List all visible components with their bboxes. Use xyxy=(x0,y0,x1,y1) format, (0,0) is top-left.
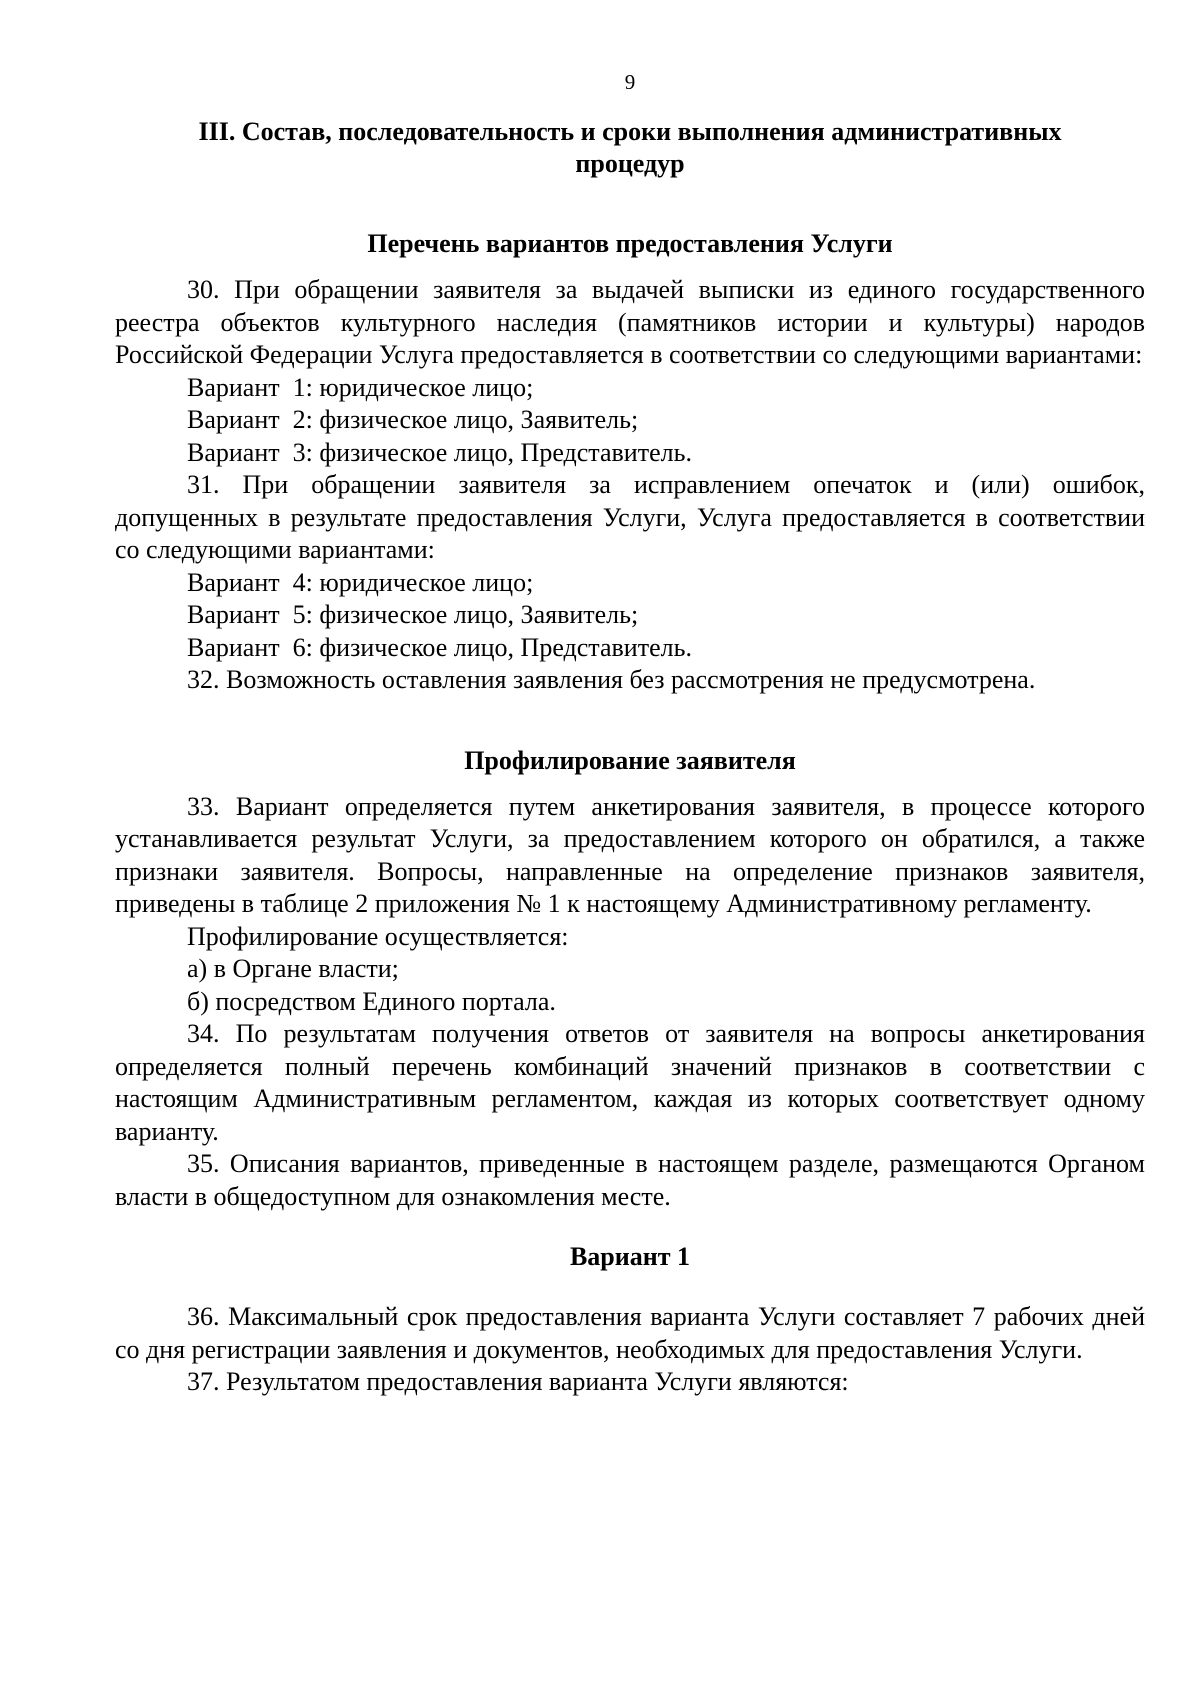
page-number: 9 xyxy=(624,70,636,94)
list-item: Вариант 2: физическое лицо, Заявитель; xyxy=(187,405,639,434)
document-page xyxy=(115,70,1145,1399)
list-item: Вариант 6: физическое лицо, Представитель. xyxy=(187,632,692,662)
list-item: Вариант 5: физическое лицо, Заявитель; xyxy=(187,600,639,629)
profiling-intro: Профилирование осуществляется: xyxy=(187,921,569,951)
section-title: III. Состав, последовательность и сроки выполнения административных процедур xyxy=(198,117,1062,178)
paragraph-34: 34. По результатам получения ответов от заявителя на вопросы анкетирования определяется полный перечень комбинаций значений признаков в соответствии с настоящим Административным регламентом, каждая из которых соответствует одному варианту. xyxy=(115,1019,1145,1146)
paragraph-31: 31. При обращении заявителя за исправлением опечаток и (или) ошибок, допущенных в результате предоставления Услуги, Услуга предоставляется в соответствии со следующими вариантами: xyxy=(115,470,1145,564)
list-item: а) в Органе власти; xyxy=(187,954,399,983)
list-item: Вариант 3: физическое лицо, Представитель. xyxy=(187,437,692,467)
paragraph-36: 36. Максимальный срок предоставления варианта Услуги составляет 7 рабочих дней со дня регистрации заявления и документов, необходимых для предоставления Услуги. xyxy=(115,1302,1145,1364)
heading-variant-1: Вариант 1 xyxy=(569,1242,691,1271)
paragraph-32: 32. Возможность оставления заявления без рассмотрения не предусмотрена. xyxy=(187,665,1036,694)
heading-variants-list: Перечень вариантов предоставления Услуги xyxy=(367,229,893,258)
list-item: Вариант 4: юридическое лицо; xyxy=(187,567,534,597)
paragraph-30: 30. При обращении заявителя за выдачей выписки из единого государственного реестра объектов культурного наследия (памятников истории и культуры) народов Российской Федерации Услуга предоставляется в соответствии со следующими вариантами: xyxy=(115,275,1145,369)
list-item: б) посредством Единого портала. xyxy=(187,986,556,1016)
list-item: Вариант 1: юридическое лицо; xyxy=(187,372,534,402)
paragraph-35: 35. Описания вариантов, приведенные в настоящем разделе, размещаются Органом власти в общедоступном для ознакомления месте. xyxy=(115,1149,1145,1211)
heading-profiling: Профилирование заявителя xyxy=(464,745,796,775)
paragraph-33: 33. Вариант определяется путем анкетирования заявителя, в процессе которого устанавливается результат Услуги, за предоставлением которого он обратился, а также признаки заявителя. Вопросы, направленные на определение признаков заявителя, приведены в таблице 2 приложения № 1 к настоящему Административному регламенту. xyxy=(115,791,1145,918)
paragraph-37: 37. Результатом предоставления варианта Услуги являются: xyxy=(187,1367,849,1396)
